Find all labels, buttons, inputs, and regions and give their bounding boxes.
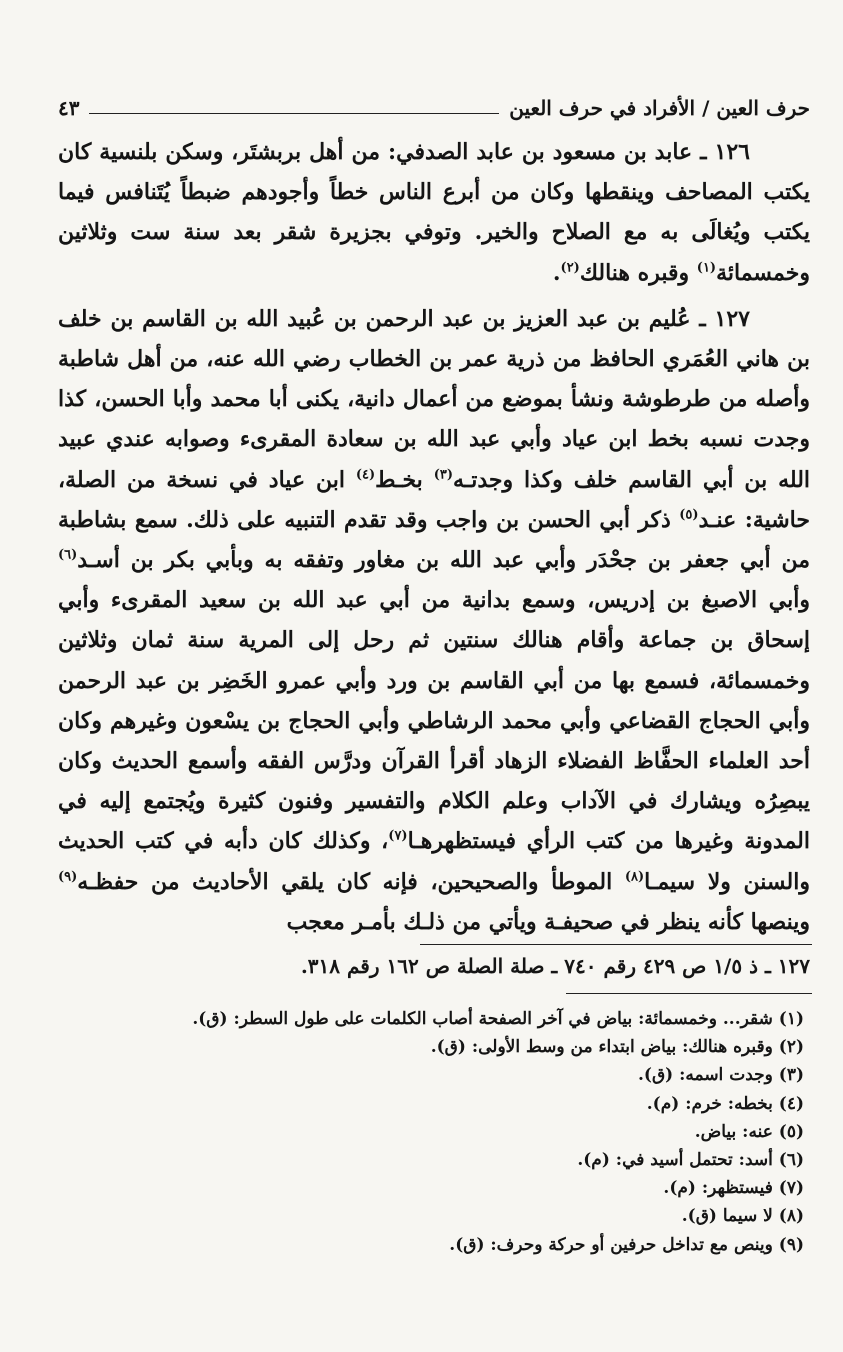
footnote-reference: (٩)	[58, 869, 78, 885]
footnote-reference: (١)	[696, 260, 717, 276]
footnote-item: (٧) فيستظهر: (م).	[663, 1178, 804, 1199]
entry-text: وقبره هنالك	[579, 259, 697, 286]
entry-text: ابن عياد في نسخة من الصلة، حاشية: عنـد	[58, 466, 810, 533]
footnote-reference: (٥)	[679, 507, 699, 523]
entry-paragraph	[58, 132, 810, 293]
footnote-reference: (٣)	[433, 467, 454, 483]
entry-number: ١٢٦	[714, 139, 750, 165]
source-divider	[420, 944, 812, 945]
footnote-reference: (٨)	[624, 869, 645, 885]
entry-text: ، وكذلك كان دأبه في كتب الحديث والسنن ولا سيمـا	[58, 828, 810, 895]
source-note: ١٢٧ ـ ذ ١/٥ ص ٤٢٩ رقم ٧٤٠ ـ صلة الصلة ص ١٦٢ رقم ٣١٨.	[300, 954, 810, 978]
footnote-item: (٤) بخطه: خرم: (م).	[646, 1093, 804, 1114]
footnote-item: (٩) وينص مع تداخل حرفين أو حركة وحرف: (ق).	[449, 1234, 804, 1255]
footnote-item: (٣) وجدت اسمه: (ق).	[637, 1065, 804, 1086]
entry-text: بخـط	[375, 466, 434, 493]
entry-text: وينصها كأنه ينظر في صحيفـة ويأتي من ذلـك بأمـر معجب	[286, 908, 810, 935]
footnote-reference: (٢)	[560, 260, 580, 276]
entry-paragraph	[58, 299, 810, 942]
entry-number: ١٢٧	[714, 305, 750, 332]
body-text	[58, 132, 810, 948]
footnote-item: (٢) وقبره هنالك: بياض ابتداء من وسط الأولى: (ق).	[430, 1037, 804, 1058]
footnote-item: (٦) أسد: تحتمل أسيد في: (م).	[577, 1150, 804, 1171]
footnote-item: (١) شقر... وخمسمائة: بياض في آخر الصفحة أصاب الكلمات على طول السطر: (ق).	[192, 1009, 804, 1029]
entry-text: ـ عابد بن مسعود بن عابد الصدفي: من أهل بربشتَر، وسكن بلنسية كان يكتب المصاحف وينقطها وكان من أبرع الناس خطاً وأجودهم ضبطاً يُتَنافس فيما يكتب ويُغالَى به مع الصلاح والخير. وتوفي بجزيرة شقر بعد سنة ست وثلاثين وخمسمائة	[58, 139, 811, 286]
entry-text: .	[552, 259, 561, 286]
footnote-reference: (٦)	[58, 547, 78, 563]
entry-text: ذكر أبي الحسن بن واجب وقد تقدم التنبيه على ذلك. سمع بشاطبة من أبي جعفر بن جحْدَر وأبي عبد الله بن مغاور وتفقه به وبأبي بكر بن أسـد	[58, 506, 810, 574]
page-header	[58, 80, 810, 120]
page-number: ٤٣	[58, 96, 80, 120]
entry-text: ـ عُليم بن عبد العزيز بن عبد الرحمن بن عُبيد الله بن القاسم بن خلف بن هاني العُمَري الحافظ من ذرية عمر بن الخطاب رضي الله عنه، من أهل شاطبة وأصله من طرطوشة ونشأ بموضع من أعمال دانية، يكنى أبا محمد وأبا الحسن، كذا وجدت نسبه بخط ابن عياد وأبي عبد الله بن سعادة المقرىء وصوابه عندي عبيد الله بن أبي القاسم خلف وكذا وجدتـه	[58, 305, 811, 493]
footnote-reference: (٧)	[388, 829, 408, 845]
running-title: حرف العين / الأفراد في حرف العين	[509, 96, 810, 120]
footnote-reference: (٤)	[355, 467, 376, 483]
footnote-item: (٥) عنه: بياض.	[694, 1121, 804, 1142]
entry-text: الموطأ والصحيحين، فإنه كان يلقي الأحاديث من حفظـه	[77, 868, 625, 895]
footnote-divider	[566, 993, 812, 994]
footnotes-list	[58, 1005, 810, 1259]
entry-text: وأبي الاصبغ بن إدريس، وسمع بدانية من أبي عبد الله بن سعيد المقرىء وأبي إسحاق بن جماعة وأقام هنالك سنتين ثم رحل إلى المرية سنة ثمان وثلاثين وخمسمائة، فسمع بها من أبي القاسم بن ورد وأبي عمرو الخَضِر بن عبد الرحمن وأبي الحجاج القضاعي وأبي محمد الرشاطي وأبي الحجاج بن يسْعون وغيرهم وكان أحد العلماء الحفَّاظ الفضلاء الزهاد أقرأ القرآن ودرَّس الفقه وأسمع الحديث وكان يبصِرُه ويشارك في الآداب وعلم الكلام والتفسير وفنون كثيرة ويُجتمع إليه في المدونة وغيرها من كتب الرأي فيستظهرهـا	[58, 587, 811, 855]
header-rule	[89, 113, 499, 114]
footnote-item: (٨) لا سيما (ق).	[681, 1206, 804, 1227]
